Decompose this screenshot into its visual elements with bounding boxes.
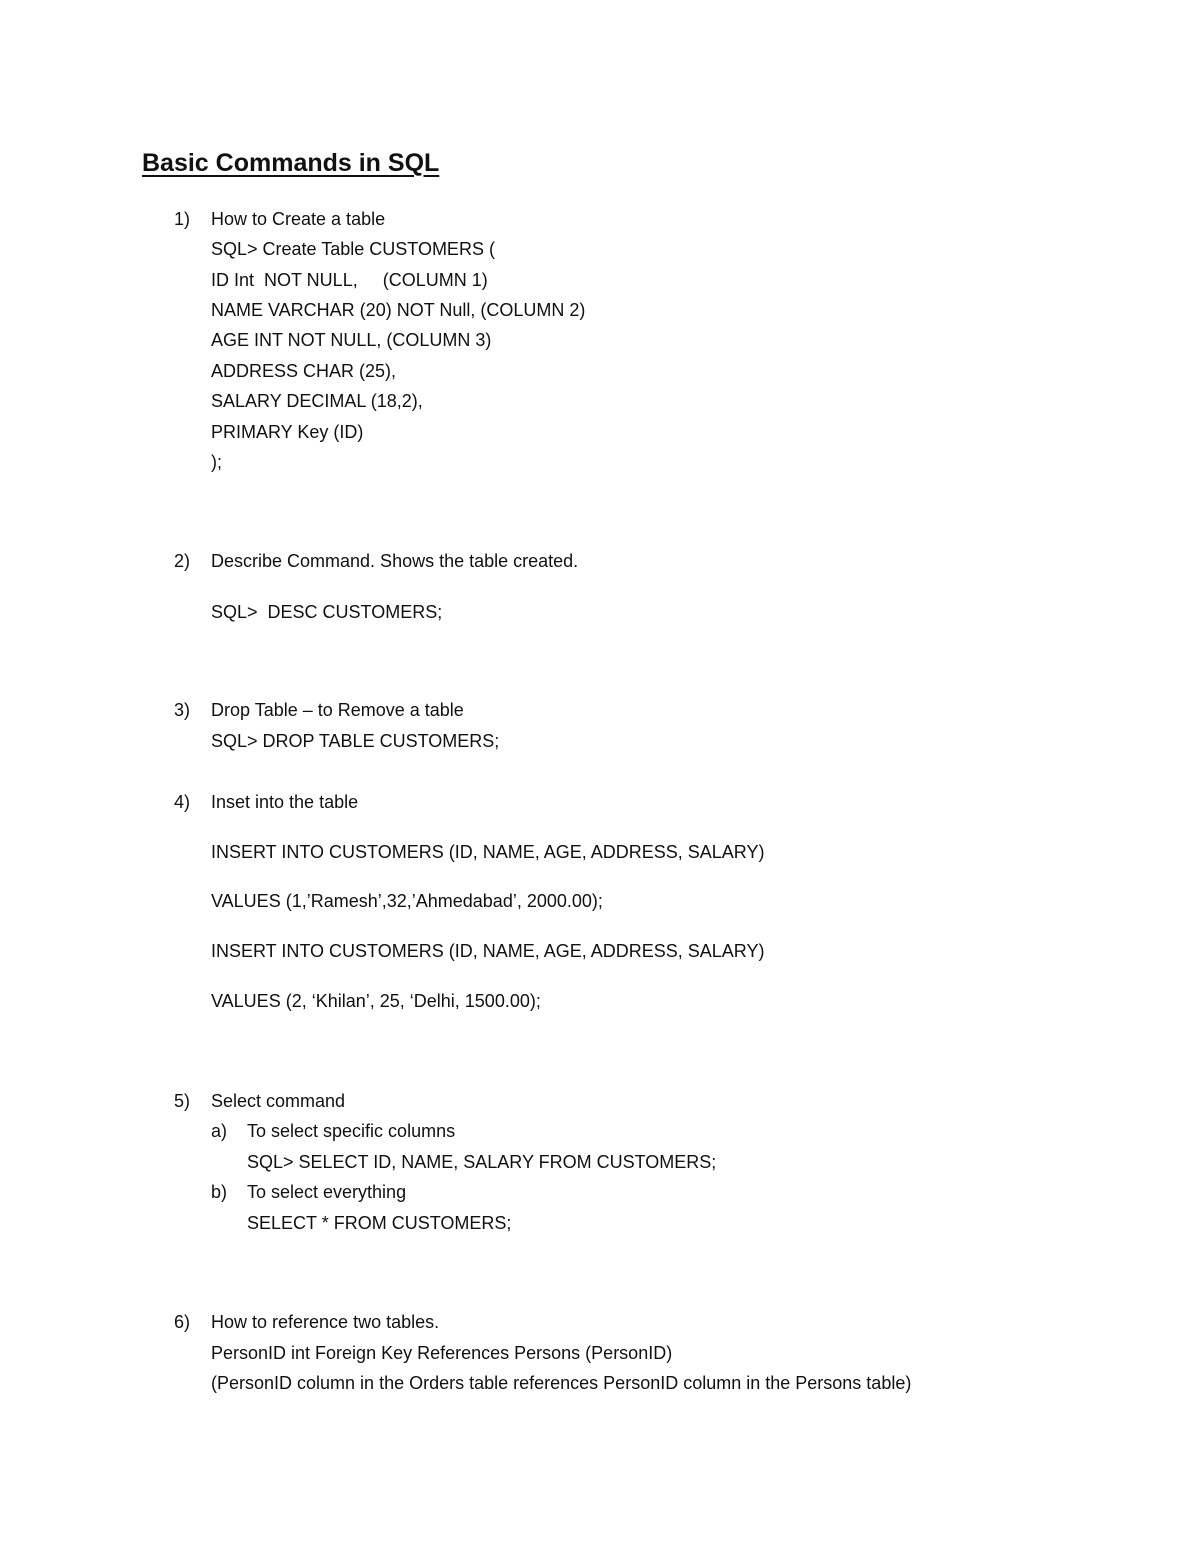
code-line: SQL> Create Table CUSTOMERS ( <box>211 239 495 259</box>
code-line: SQL> SELECT ID, NAME, SALARY FROM CUSTOMERS; <box>247 1152 717 1172</box>
code-line: SQL> DROP TABLE CUSTOMERS; <box>211 731 500 751</box>
code-line: AGE INT NOT NULL, (COLUMN 3) <box>211 330 492 350</box>
item-number: 5) <box>174 1091 191 1111</box>
item-number: 1) <box>174 209 191 229</box>
item-heading: How to reference two tables. <box>211 1312 440 1332</box>
code-line: PersonID int Foreign Key References Persons (PersonID) <box>211 1343 673 1363</box>
code-line: SQL> DESC CUSTOMERS; <box>211 602 443 622</box>
code-line: SELECT * FROM CUSTOMERS; <box>247 1213 512 1233</box>
subitem-heading: To select specific columns <box>247 1121 456 1141</box>
item-number: 3) <box>174 700 191 720</box>
code-line: VALUES (2, ‘Khilan’, 25, ‘Delhi, 1500.00); <box>211 991 541 1011</box>
item-heading: How to Create a table <box>211 209 386 229</box>
subitem-heading: To select everything <box>247 1182 407 1202</box>
document-title: Basic Commands in SQL <box>142 149 440 177</box>
item-number: 6) <box>174 1312 191 1332</box>
code-line: SALARY DECIMAL (18,2), <box>211 391 423 411</box>
code-line: ADDRESS CHAR (25), <box>211 361 397 381</box>
code-line: PRIMARY Key (ID) <box>211 422 364 442</box>
subitem-letter: b) <box>211 1182 228 1202</box>
item-heading: Describe Command. Shows the table created. <box>211 551 579 571</box>
code-line: VALUES (1,’Ramesh’,32,’Ahmedabad’, 2000.00); <box>211 891 603 911</box>
item-heading: Inset into the table <box>211 792 359 812</box>
item-heading: Drop Table – to Remove a table <box>211 700 464 720</box>
subitem-letter: a) <box>211 1121 228 1141</box>
code-line: NAME VARCHAR (20) NOT Null, (COLUMN 2) <box>211 300 586 320</box>
code-line: ); <box>211 452 222 472</box>
item-number: 2) <box>174 551 191 571</box>
item-number: 4) <box>174 792 191 812</box>
code-line: INSERT INTO CUSTOMERS (ID, NAME, AGE, ADDRESS, SALARY) <box>211 842 765 862</box>
code-line: (PersonID column in the Orders table references PersonID column in the Persons table) <box>211 1373 912 1393</box>
code-line: ID Int NOT NULL, (COLUMN 1) <box>211 270 488 290</box>
item-heading: Select command <box>211 1091 346 1111</box>
code-line: INSERT INTO CUSTOMERS (ID, NAME, AGE, ADDRESS, SALARY) <box>211 941 765 961</box>
